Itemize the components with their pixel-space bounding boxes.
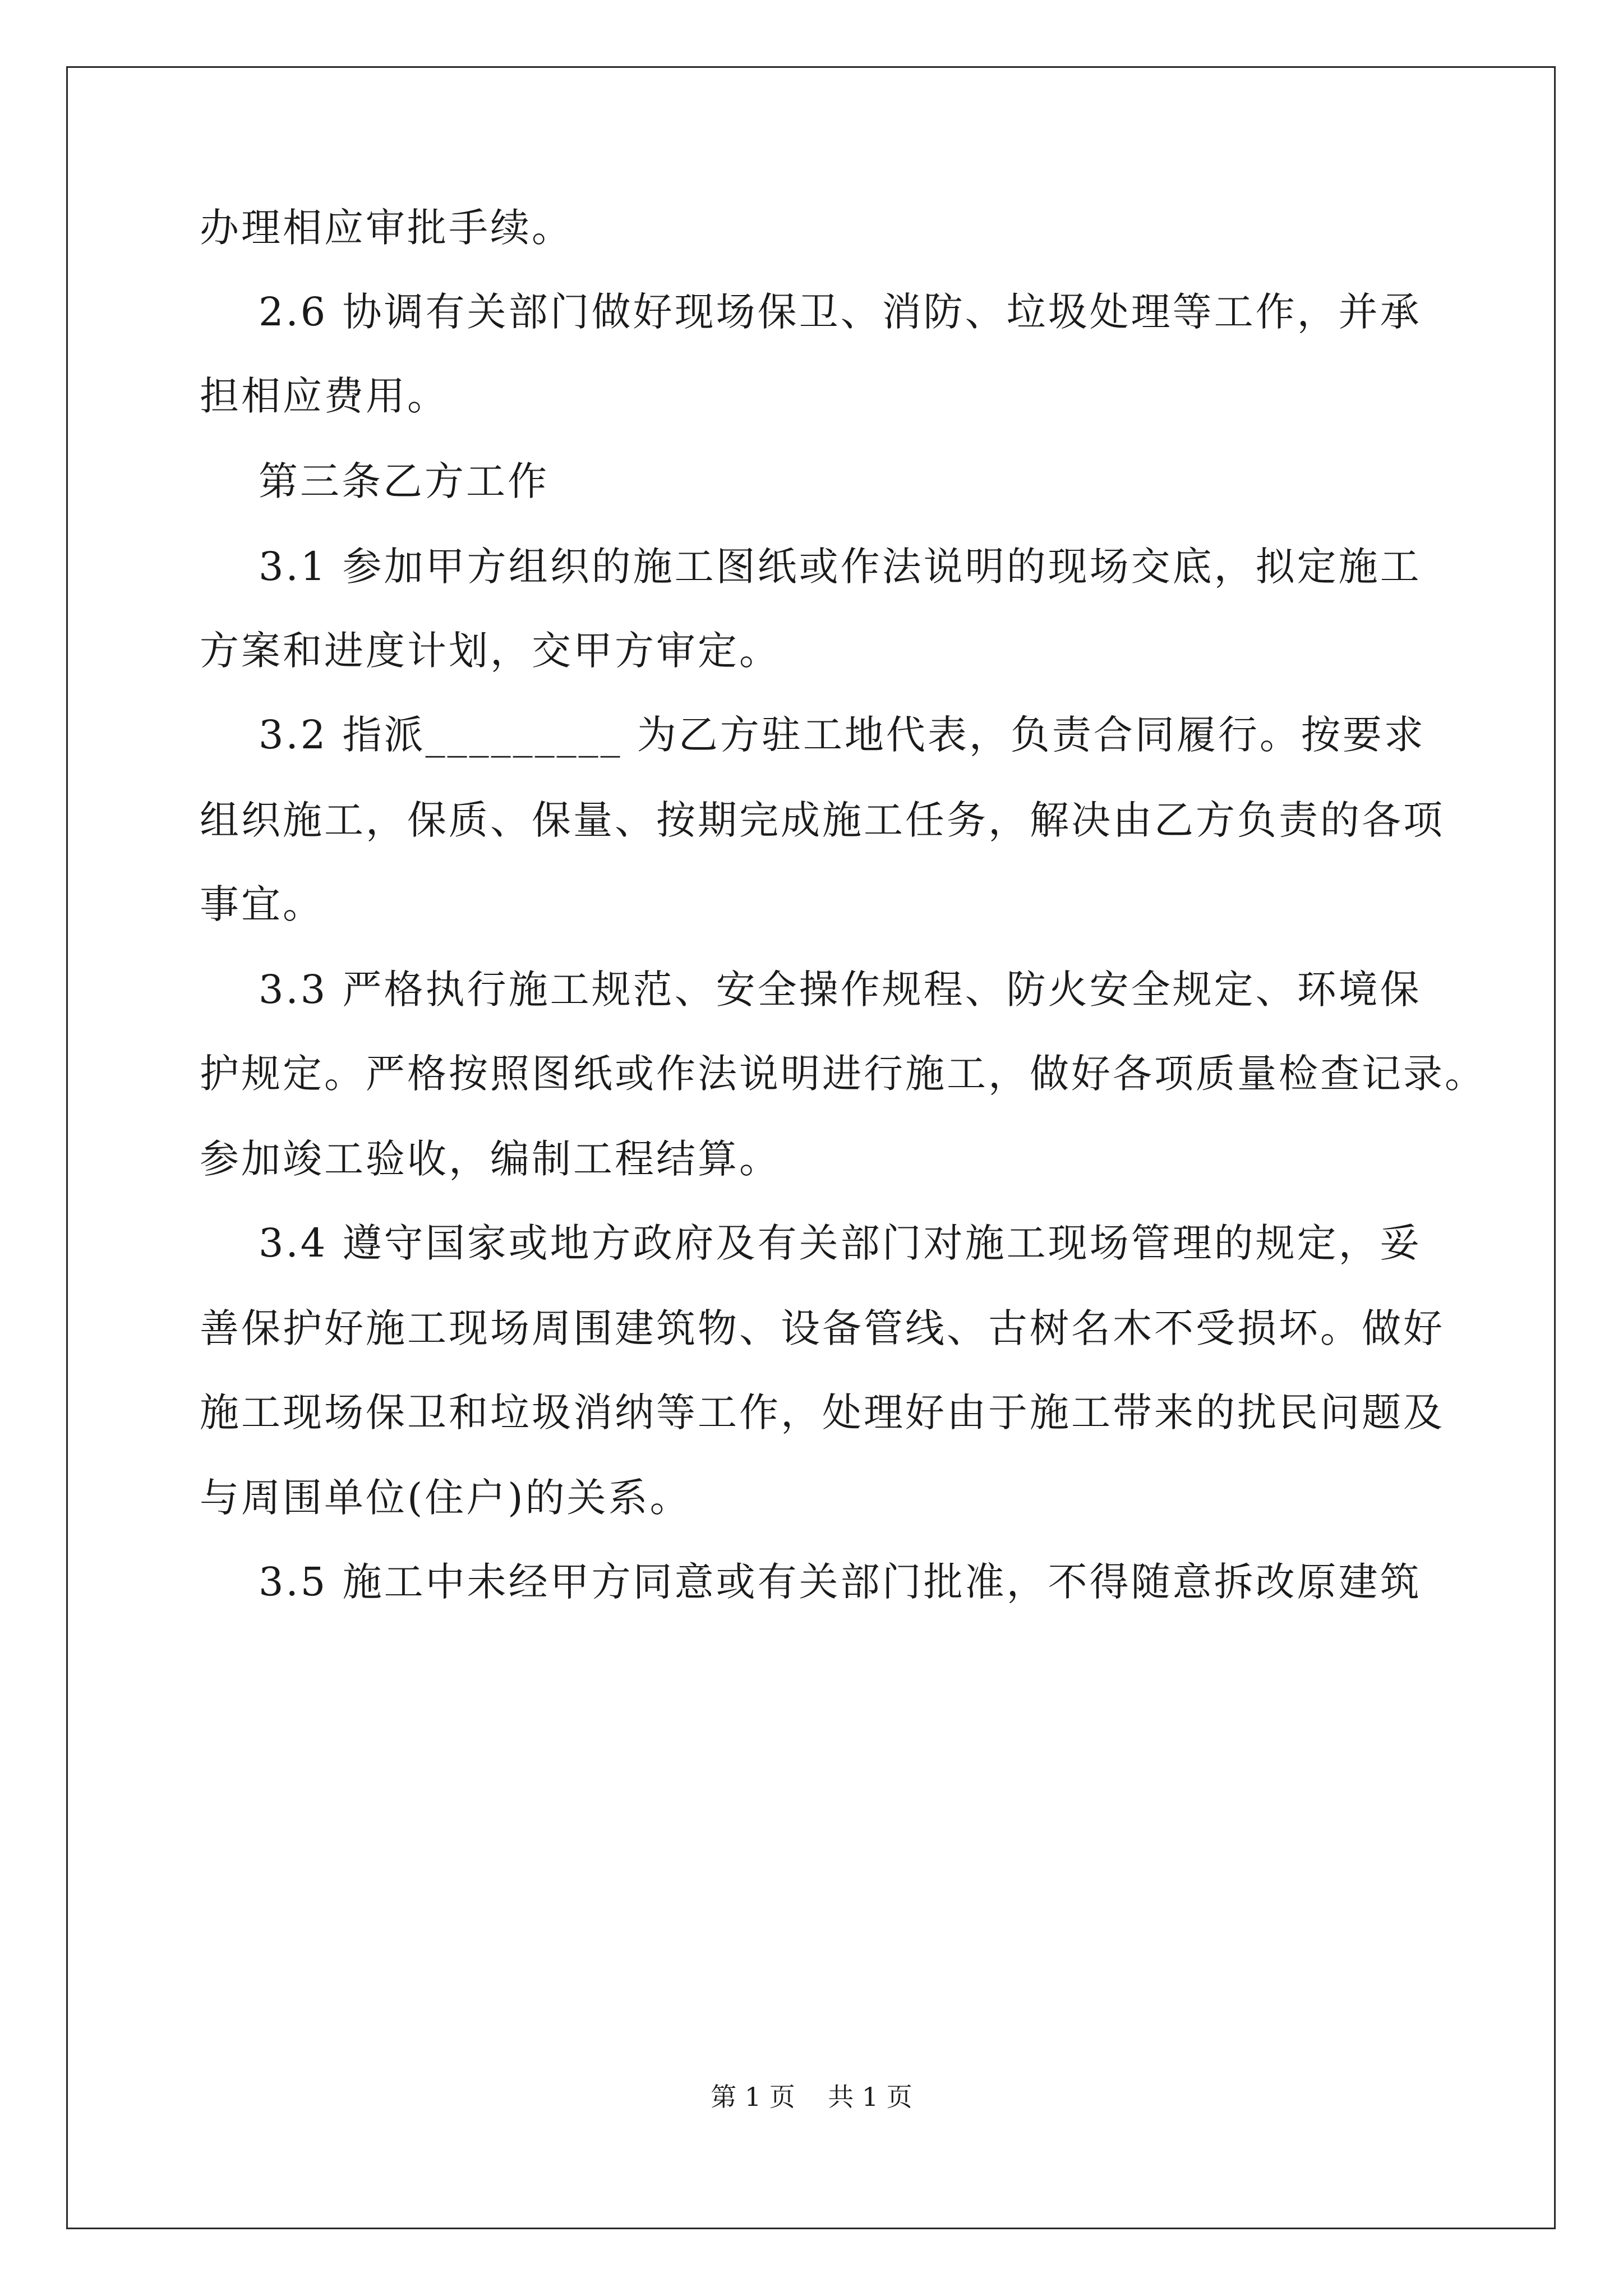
text-line-15: 施工现场保卫和垃圾消纳等工作，处理好由于施工带来的扰民问题及 [200, 1389, 1445, 1435]
text-line-9: 事宜。 [200, 881, 324, 927]
page-number-footer: 第 1 页 共 1 页 [711, 2082, 912, 2112]
text-line-10: 3.3 严格执行施工规范、安全操作规程、防火安全规定、环境保 [200, 967, 1422, 1013]
text-line-12: 参加竣工验收，编制工程结算。 [200, 1136, 781, 1182]
text-line-2: 2.6 协调有关部门做好现场保卫、消防、垃圾处理等工作，并承 [200, 289, 1422, 335]
text-line-11: 护规定。严格按照图纸或作法说明进行施工，做好各项质量检查记录。 [200, 1051, 1486, 1097]
text-line-5: 3.1 参加甲方组织的施工图纸或作法说明的现场交底，拟定施工 [200, 544, 1422, 590]
text-line-7: 3.2 指派_________ 为乙方驻工地代表，负责合同履行。按要求 [200, 712, 1426, 758]
text-line-16: 与周围单位(住户)的关系。 [200, 1475, 691, 1521]
section-heading-3: 第三条乙方工作 [200, 458, 550, 504]
text-line-14: 善保护好施工现场周围建筑物、设备管线、古树名木不受损坏。做好 [200, 1305, 1445, 1351]
text-line-17: 3.5 施工中未经甲方同意或有关部门批准，不得随意拆改原建筑 [200, 1559, 1422, 1605]
text-line-3: 担相应费用。 [200, 373, 449, 419]
text-line-1: 办理相应审批手续。 [200, 205, 573, 251]
text-line-13: 3.4 遵守国家或地方政府及有关部门对施工现场管理的规定，妥 [200, 1220, 1422, 1266]
text-line-6: 方案和进度计划，交甲方审定。 [200, 628, 781, 674]
text-line-8: 组织施工，保质、保量、按期完成施工任务，解决由乙方负责的各项 [200, 797, 1445, 843]
